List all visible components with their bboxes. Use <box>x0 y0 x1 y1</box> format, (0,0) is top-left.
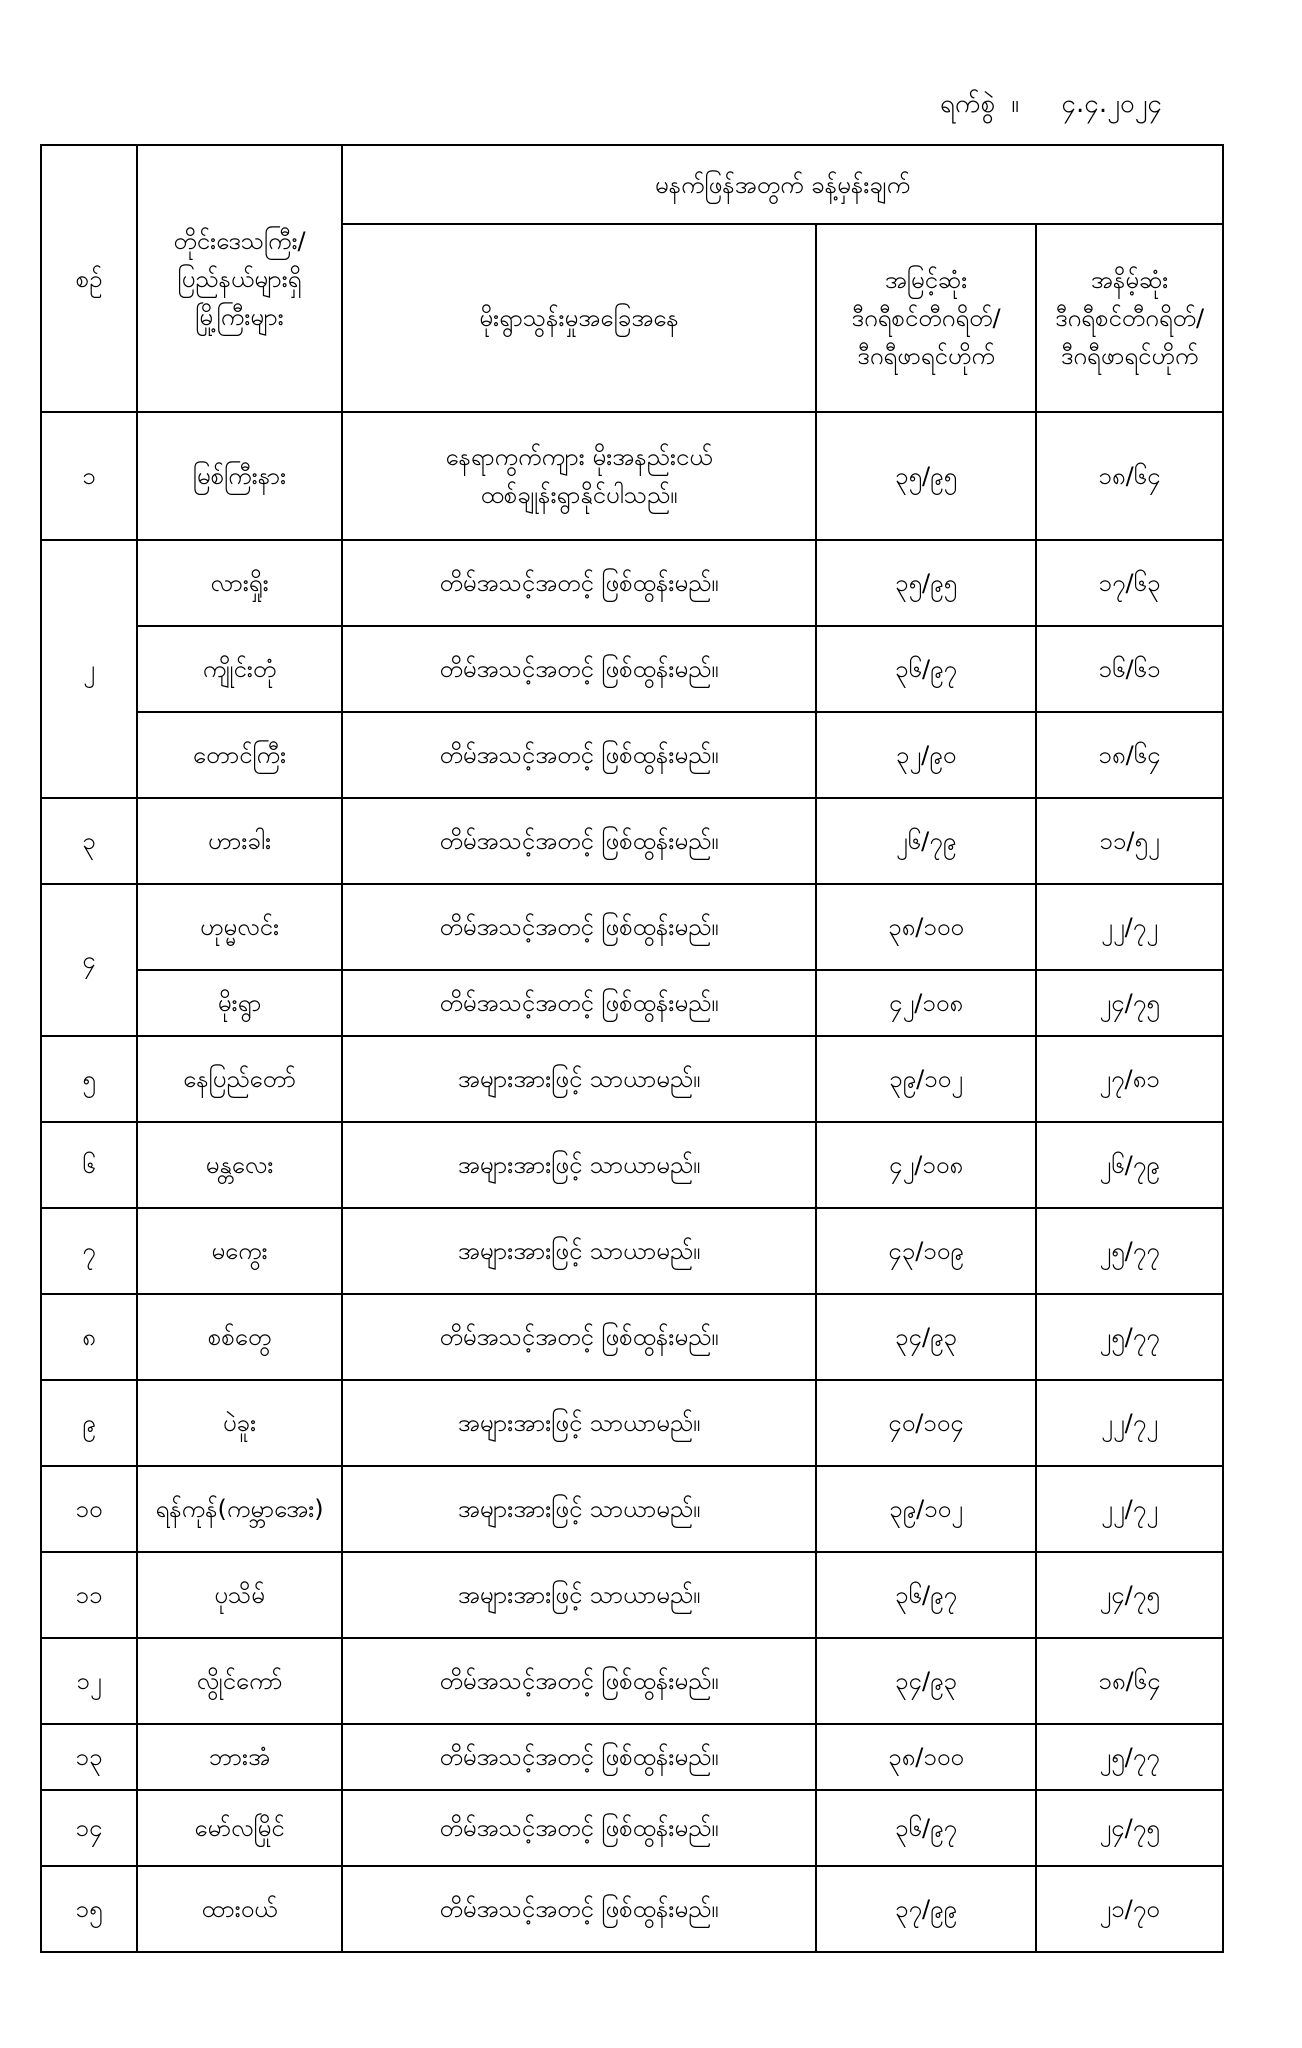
row-max-temp: ၃၈/၁၀၀ <box>816 1724 1036 1790</box>
table-row <box>41 1866 1223 1952</box>
table-row <box>41 1790 1223 1866</box>
table-row <box>41 1724 1223 1790</box>
row-city: မြစ်ကြီးနား <box>137 412 342 540</box>
row-max-temp: ၃၉/၁၀၂ <box>816 1036 1036 1122</box>
row-min-temp: ၂၁/၇၀ <box>1036 1866 1223 1952</box>
row-condition: တိမ်အသင့်အတင့် ဖြစ်ထွန်းမည်။ <box>342 798 816 884</box>
row-condition: အများအားဖြင့် သာယာမည်။ <box>342 1380 816 1466</box>
header-region-line-1: တိုင်းဒေသကြီး/ <box>173 226 306 255</box>
header-region-line-3: မြို့ကြီးများ <box>195 302 284 331</box>
table-row <box>41 1122 1223 1208</box>
row-no: ၂ <box>41 540 137 798</box>
row-city: ရန်ကုန်(ကမ္ဘာအေး) <box>137 1466 342 1552</box>
row-no: ၁၄ <box>41 1790 137 1866</box>
row-no: ၁၁ <box>41 1552 137 1638</box>
table-row <box>41 1294 1223 1380</box>
row-max-temp: ၃၄/၉၃ <box>816 1294 1036 1380</box>
row-min-temp: ၂၂/၇၂ <box>1036 1380 1223 1466</box>
row-min-temp: ၂၆/၇၉ <box>1036 1122 1223 1208</box>
row-condition: တိမ်အသင့်အတင့် ဖြစ်ထွန်းမည်။ <box>342 1724 816 1790</box>
table-row <box>41 884 1223 970</box>
row-condition: တိမ်အသင့်အတင့် ဖြစ်ထွန်းမည်။ <box>342 1790 816 1866</box>
table-row <box>41 412 1223 540</box>
row-min-temp: ၂၅/၇၇ <box>1036 1724 1223 1790</box>
row-max-temp: ၃၉/၁၀၂ <box>816 1466 1036 1552</box>
row-city: မန္တလေး <box>137 1122 342 1208</box>
row-condition: အများအားဖြင့် သာယာမည်။ <box>342 1552 816 1638</box>
row-city: ဟားခါး <box>137 798 342 884</box>
row-city: မကွေး <box>137 1208 342 1294</box>
row-condition: အများအားဖြင့် သာယာမည်။ <box>342 1122 816 1208</box>
row-min-temp: ၁၈/၆၄ <box>1036 1638 1223 1724</box>
row-no: ၉ <box>41 1380 137 1466</box>
row-min-temp: ၁၈/၆၄ <box>1036 412 1223 540</box>
row-city: လွိုင်ကော် <box>137 1638 342 1724</box>
date-separator: ။ <box>1011 89 1020 119</box>
row-city: မိုးရွာ <box>137 970 342 1036</box>
row-no: ၁၂ <box>41 1638 137 1724</box>
table-row <box>41 970 1223 1036</box>
header-condition: မိုးရွာသွန်းမှုအခြေအနေ <box>342 224 816 412</box>
table-row <box>41 1208 1223 1294</box>
header-min-line-2: ဒီဂရီစင်တီဂရိတ်/ <box>1054 304 1205 332</box>
row-max-temp: ၃၄/၉၃ <box>816 1638 1036 1724</box>
row-condition: တိမ်အသင့်အတင့် ဖြစ်ထွန်းမည်။ <box>342 626 816 712</box>
row-max-temp: ၃၂/၉၀ <box>816 712 1036 798</box>
header-min-line-3: ဒီဂရီဖာရင်ဟိုက် <box>1060 342 1199 370</box>
row-min-temp: ၁၇/၆၃ <box>1036 540 1223 626</box>
row-min-temp: ၂၄/၇၅ <box>1036 1552 1223 1638</box>
row-max-temp: ၃၇/၉၉ <box>816 1866 1036 1952</box>
row-condition: တိမ်အသင့်အတင့် ဖြစ်ထွန်းမည်။ <box>342 884 816 970</box>
header-min-line-1: အနိမ့်ဆုံး <box>1090 266 1169 294</box>
row-min-temp: ၂၄/၇၅ <box>1036 970 1223 1036</box>
row-city: ကျိုင်းတုံ <box>137 626 342 712</box>
row-condition: အများအားဖြင့် သာယာမည်။ <box>342 1466 816 1552</box>
header-no: စဉ် <box>41 145 137 412</box>
row-city: လားရှိုး <box>137 540 342 626</box>
row-condition <box>342 412 816 540</box>
row-city: မော်လမြိုင် <box>137 1790 342 1866</box>
header-max-temp <box>816 224 1036 412</box>
row-city: ပုသိမ် <box>137 1552 342 1638</box>
header-max-line-1: အမြင့်ဆုံး <box>884 266 968 294</box>
row-condition-line-1: နေရာကွက်ကျား မိုးအနည်းငယ် <box>445 443 713 471</box>
row-no: ၁၀ <box>41 1466 137 1552</box>
header-region-line-2: ပြည်နယ်များရှိ <box>177 264 302 293</box>
row-min-temp: ၂၂/၇၂ <box>1036 1466 1223 1552</box>
row-max-temp: ၄၂/၁၀၈ <box>816 970 1036 1036</box>
row-min-temp: ၁၁/၅၂ <box>1036 798 1223 884</box>
row-no: ၈ <box>41 1294 137 1380</box>
row-no: ၁၃ <box>41 1724 137 1790</box>
table-row <box>41 1638 1223 1724</box>
row-condition-line-2: ထစ်ချုန်းရွာနိုင်ပါသည်။ <box>480 481 678 509</box>
table-row <box>41 1552 1223 1638</box>
row-min-temp: ၂၇/၈၁ <box>1036 1036 1223 1122</box>
row-min-temp: ၂၄/၇၅ <box>1036 1790 1223 1866</box>
header-region <box>137 145 342 412</box>
row-min-temp: ၁၈/၆၄ <box>1036 712 1223 798</box>
row-condition: တိမ်အသင့်အတင့် ဖြစ်ထွန်းမည်။ <box>342 970 816 1036</box>
row-no: ၆ <box>41 1122 137 1208</box>
row-max-temp: ၃၅/၉၅ <box>816 412 1036 540</box>
row-condition: တိမ်အသင့်အတင့် ဖြစ်ထွန်းမည်။ <box>342 540 816 626</box>
row-max-temp: ၃၆/၉၇ <box>816 1790 1036 1866</box>
row-max-temp: ၃၅/၉၅ <box>816 540 1036 626</box>
row-min-temp: ၂၂/၇၂ <box>1036 884 1223 970</box>
row-max-temp: ၃၆/၉၇ <box>816 626 1036 712</box>
forecast-table <box>40 144 1224 1953</box>
row-no: ၅ <box>41 1036 137 1122</box>
row-max-temp: ၄၀/၁၀၄ <box>816 1380 1036 1466</box>
row-no: ၄ <box>41 884 137 1036</box>
row-condition: တိမ်အသင့်အတင့် ဖြစ်ထွန်းမည်။ <box>342 712 816 798</box>
row-city: ပဲခူး <box>137 1380 342 1466</box>
row-city: ဘားအံ <box>137 1724 342 1790</box>
row-city: တောင်ကြီး <box>137 712 342 798</box>
row-max-temp: ၄၃/၁၀၉ <box>816 1208 1036 1294</box>
row-condition: တိမ်အသင့်အတင့် ဖြစ်ထွန်းမည်။ <box>342 1294 816 1380</box>
row-city: နေပြည်တော် <box>137 1036 342 1122</box>
table-row <box>41 712 1223 798</box>
row-no: ၁၅ <box>41 1866 137 1952</box>
row-min-temp: ၂၅/၇၇ <box>1036 1208 1223 1294</box>
header-min-temp <box>1036 224 1223 412</box>
table-row <box>41 1036 1223 1122</box>
row-max-temp: ၄၂/၁၀၈ <box>816 1122 1036 1208</box>
table-row <box>41 798 1223 884</box>
header-forecast-group: မနက်ဖြန်အတွက် ခန့်မှန်းချက် <box>342 145 1223 224</box>
row-city: ဟုမ္မလင်း <box>137 884 342 970</box>
row-max-temp: ၂၆/၇၉ <box>816 798 1036 884</box>
header-max-line-3: ဒီဂရီဖာရင်ဟိုက် <box>857 342 995 370</box>
row-city: စစ်တွေ <box>137 1294 342 1380</box>
row-no: ၇ <box>41 1208 137 1294</box>
row-condition: တိမ်အသင့်အတင့် ဖြစ်ထွန်းမည်။ <box>342 1866 816 1952</box>
row-max-temp: ၃၆/၉၇ <box>816 1552 1036 1638</box>
header-max-line-2: ဒီဂရီစင်တီဂရိတ်/ <box>851 304 1001 332</box>
table-row <box>41 1380 1223 1466</box>
table-row <box>41 626 1223 712</box>
row-min-temp: ၁၆/၆၁ <box>1036 626 1223 712</box>
date-label: ရက်စွဲ <box>940 89 995 119</box>
row-condition: အများအားဖြင့် သာယာမည်။ <box>342 1036 816 1122</box>
date-value: ၄.၄.၂၀၂၄ <box>1061 89 1162 119</box>
row-max-temp: ၃၈/၁၀၀ <box>816 884 1036 970</box>
row-no: ၃ <box>41 798 137 884</box>
row-condition: အများအားဖြင့် သာယာမည်။ <box>342 1208 816 1294</box>
row-min-temp: ၂၅/၇၇ <box>1036 1294 1223 1380</box>
table-row <box>41 1466 1223 1552</box>
table-row <box>41 540 1223 626</box>
row-condition: တိမ်အသင့်အတင့် ဖြစ်ထွန်းမည်။ <box>342 1638 816 1724</box>
row-no: ၁ <box>41 412 137 540</box>
row-city: ထားဝယ် <box>137 1866 342 1952</box>
report-date <box>940 84 1260 124</box>
